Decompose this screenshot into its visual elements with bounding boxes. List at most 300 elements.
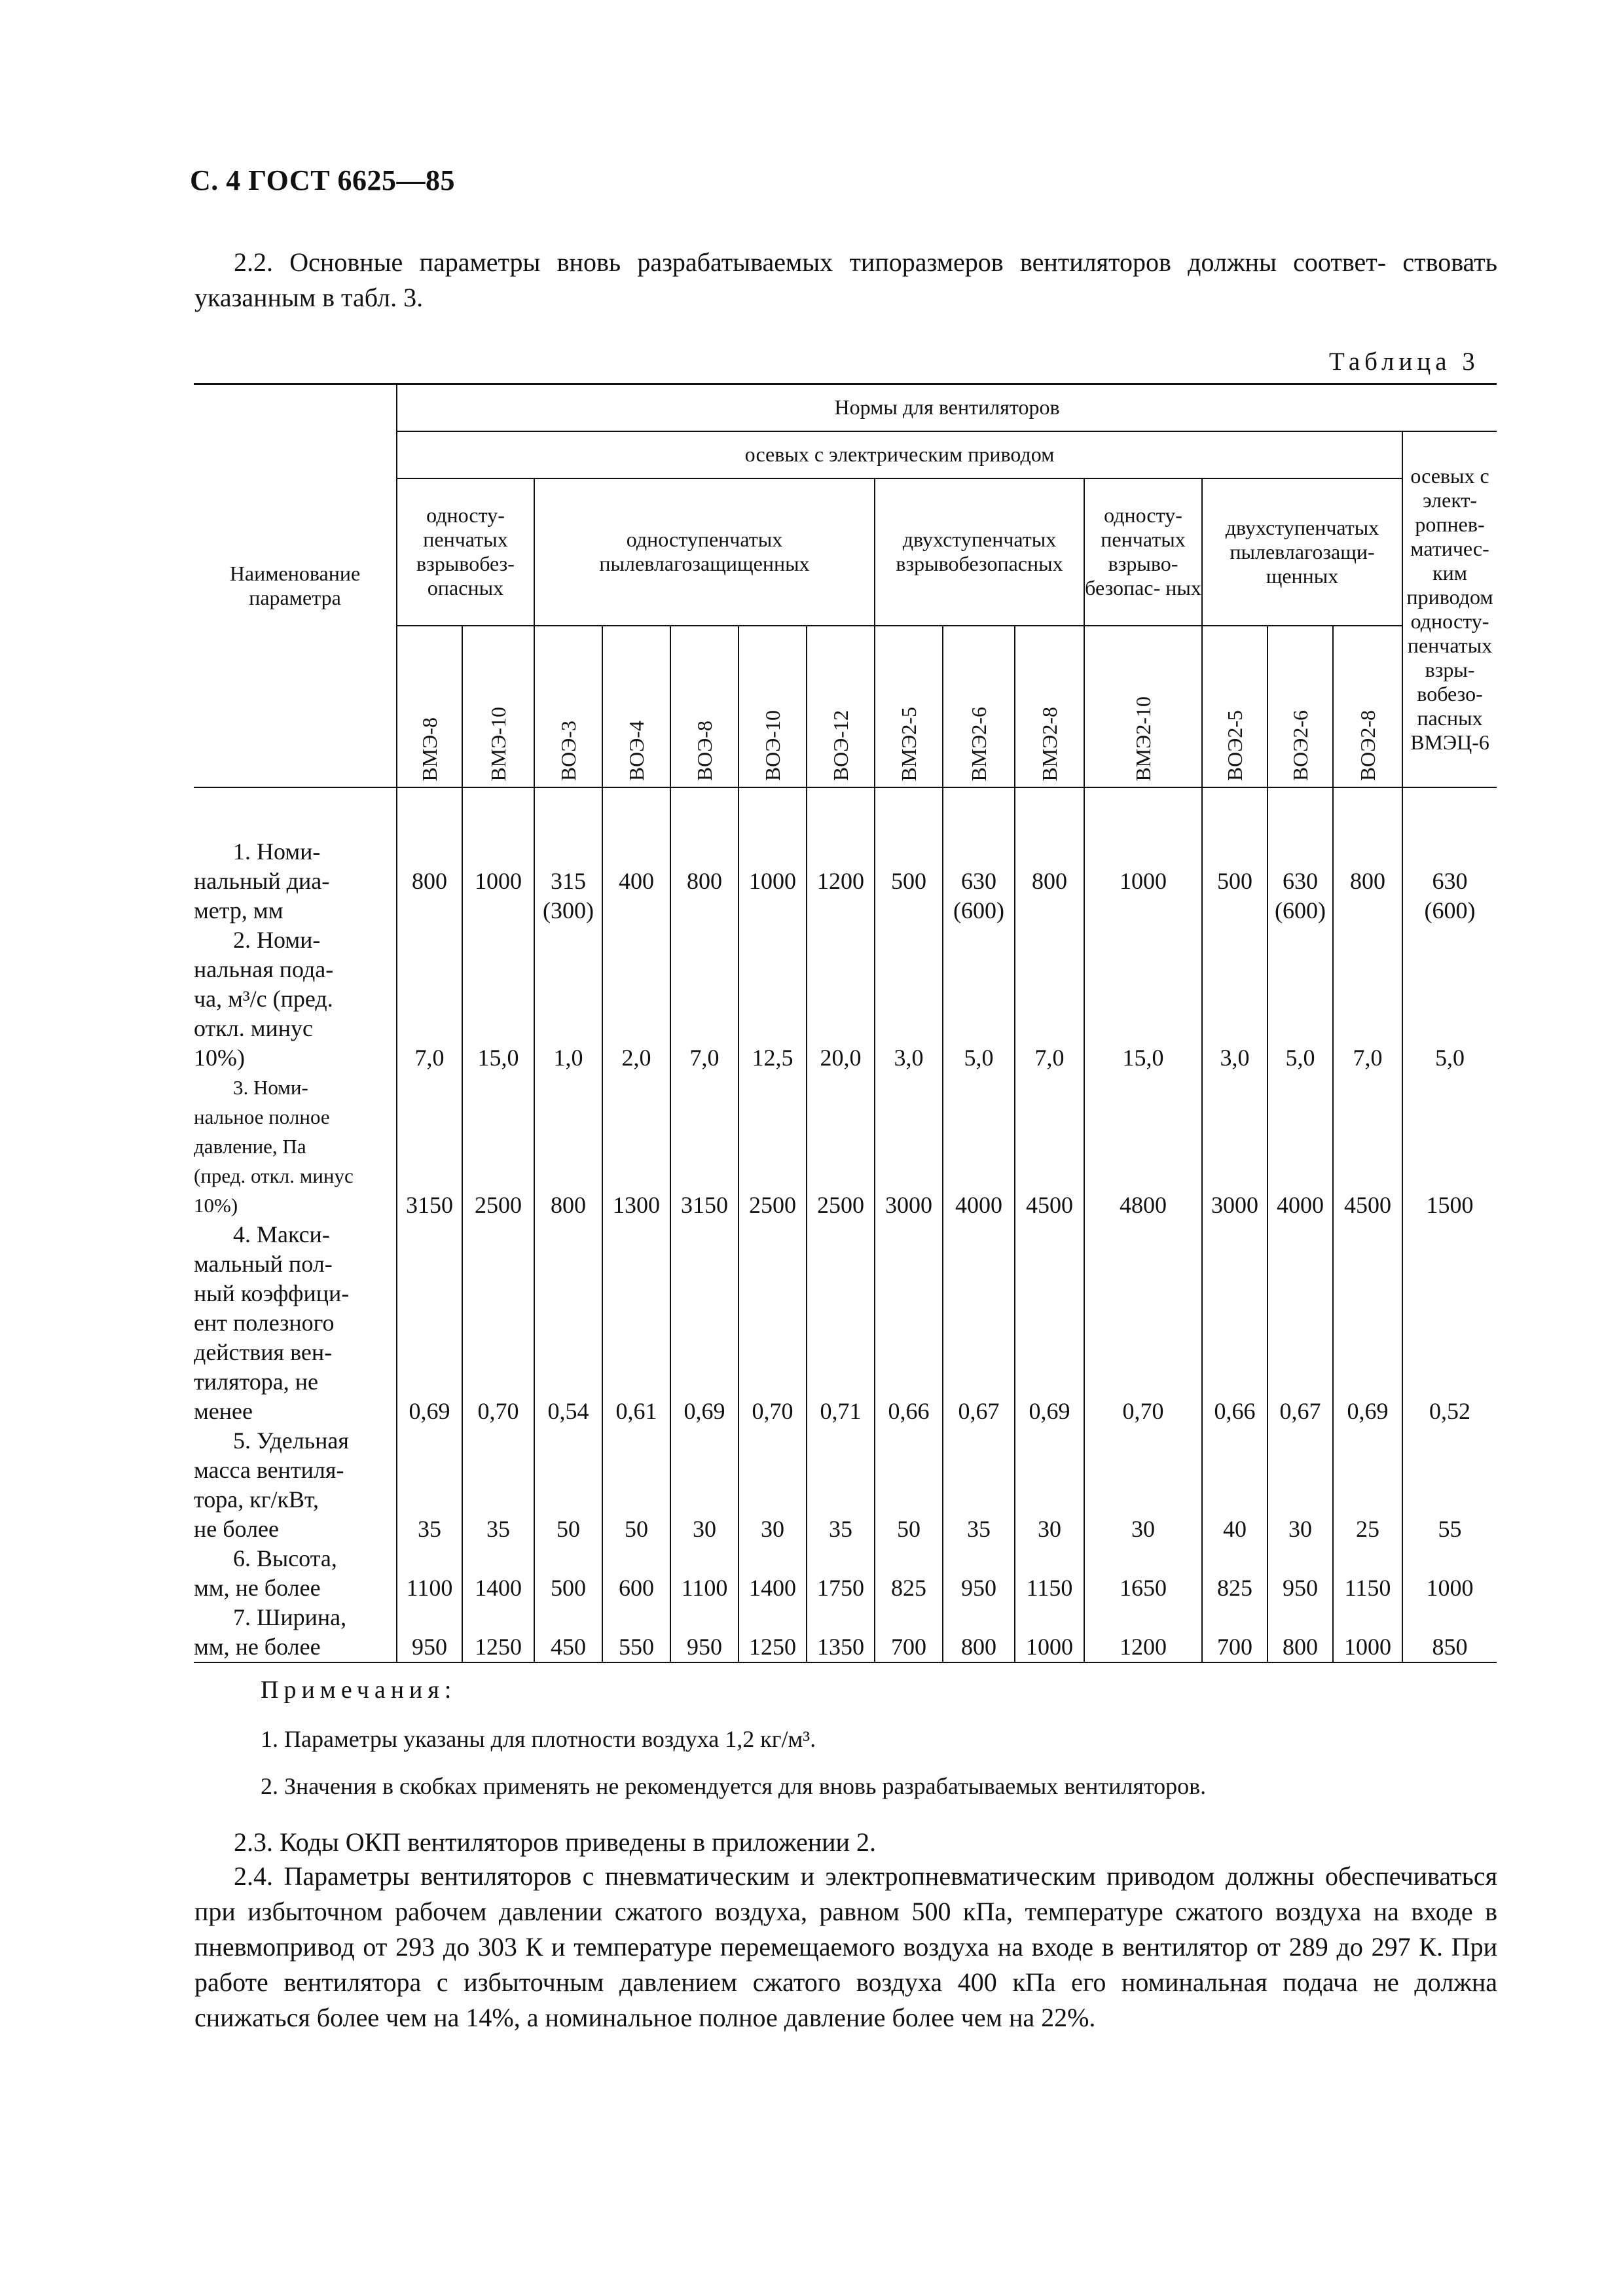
group-header: двухступенчатых взрывобезопасных <box>875 478 1084 626</box>
value-cell <box>943 1220 1015 1426</box>
value: 30 <box>693 1515 716 1542</box>
value-cell <box>739 1603 807 1662</box>
model-header <box>1267 626 1333 787</box>
value: 500 <box>891 867 926 894</box>
value-cell <box>1333 925 1402 1073</box>
value-cell <box>1267 1544 1333 1603</box>
value-cell <box>602 925 670 1073</box>
value: 800 <box>1283 1633 1318 1660</box>
value: 5,0 <box>1285 1044 1315 1071</box>
value: 1400 <box>749 1574 796 1601</box>
value-cell <box>1202 925 1267 1073</box>
value: 0,52 <box>1429 1397 1471 1424</box>
model-header <box>739 626 807 787</box>
value: 1000 <box>1426 1574 1474 1601</box>
value: 0,67 <box>958 1397 1000 1424</box>
model-label: ВОЭ-12 <box>828 710 852 781</box>
value-cell <box>807 925 875 1073</box>
value-cell <box>670 1603 739 1662</box>
value-alt <box>1015 896 1084 925</box>
value-cell <box>602 1220 670 1426</box>
param-name-line: 4. Макси- <box>233 1221 330 1247</box>
value: 20,0 <box>820 1044 862 1071</box>
value: 12,5 <box>752 1044 793 1071</box>
value: 50 <box>625 1515 648 1542</box>
value: 0,69 <box>684 1397 725 1424</box>
model-label: ВМЭ2-6 <box>966 706 991 781</box>
table-row <box>194 1603 1497 1662</box>
param-name-line: 6. Высота, <box>233 1545 337 1571</box>
param-name-line: нальное полное <box>194 1105 330 1128</box>
value-cell <box>1402 925 1497 1073</box>
value-cell <box>1333 1544 1402 1603</box>
param-name-line: 5. Удельная <box>233 1427 349 1454</box>
value-alt <box>875 896 942 925</box>
value: 30 <box>761 1515 784 1542</box>
model-header <box>807 626 875 787</box>
value: 1750 <box>817 1574 864 1601</box>
value: 0,66 <box>888 1397 930 1424</box>
value: 1000 <box>1344 1633 1391 1660</box>
value-cell <box>875 1603 943 1662</box>
value: 2500 <box>475 1191 522 1218</box>
value-cell <box>462 1426 534 1544</box>
notes-title: Примечания: <box>261 1676 457 1704</box>
value: 1000 <box>1026 1633 1073 1660</box>
model-header <box>397 626 462 787</box>
value-cell <box>670 925 739 1073</box>
model-header <box>534 626 602 787</box>
value-cell <box>1333 1426 1402 1544</box>
value: 0,61 <box>615 1397 657 1424</box>
value-cell <box>1202 787 1267 925</box>
value-alt: (300) <box>543 897 594 924</box>
value-cell <box>875 1426 943 1544</box>
note-1: 1. Параметры указаны для плотности воздуха 1,2 кг/м³. <box>261 1726 816 1752</box>
model-label: ВМЭ2-10 <box>1131 696 1155 781</box>
param-name <box>194 1073 397 1220</box>
paragraph-2-3: 2.3. Коды ОКП вентиляторов приведены в приложении 2. <box>234 1827 876 1857</box>
model-header <box>943 626 1015 787</box>
group-header: односту- пенчатых взрывобез- опасных <box>397 478 534 626</box>
model-label: ВОЭ2-8 <box>1355 710 1379 781</box>
value: 1200 <box>817 867 864 894</box>
param-name-line: мм, не более <box>194 1633 321 1660</box>
value-cell <box>1202 1426 1267 1544</box>
value: 0,69 <box>1029 1397 1070 1424</box>
model-label: ВМЭ-8 <box>417 717 441 781</box>
value: 3,0 <box>1220 1044 1250 1071</box>
param-name-line: тилятора, не <box>194 1368 319 1395</box>
value-cell <box>462 925 534 1073</box>
value: 50 <box>556 1515 580 1542</box>
table-row <box>194 1426 1497 1544</box>
table-row <box>194 1220 1497 1426</box>
value: 0,69 <box>409 1397 450 1424</box>
value-cell <box>875 1544 943 1603</box>
model-header <box>670 626 739 787</box>
value-cell <box>875 1073 943 1220</box>
value: 450 <box>551 1633 586 1660</box>
value: 825 <box>1217 1574 1252 1601</box>
value: 25 <box>1356 1515 1379 1542</box>
param-name-line: мальный пол- <box>194 1250 333 1277</box>
paragraph-2-4: 2.4. Параметры вентиляторов с пневматическим и электропневматическим приводом должны обеспечиваться при избыточном рабочем давлении сжатого воздуха, равном 500 кПа, температуре сжатого воздуха на входе в пневмопривод от 293 до 303 К и температуре перемещаемого воздуха на входе в вентилятор от 289 до 297 К. При работе вентилятора с избыточным давлением сжатого воздуха 400 кПа его номинальная подача не должна снижаться более чем на 14%, а номинальное полное давление более чем на 22%. <box>194 1861 1497 2032</box>
value-alt <box>1334 896 1402 925</box>
value: 35 <box>829 1515 852 1542</box>
value-cell <box>739 1544 807 1603</box>
value-cell <box>1015 1544 1084 1603</box>
value-cell <box>602 1603 670 1662</box>
value-cell <box>807 1220 875 1426</box>
value: 7,0 <box>1034 1044 1065 1071</box>
model-header <box>1333 626 1402 787</box>
value: 950 <box>961 1574 996 1601</box>
value-cell <box>534 1426 602 1544</box>
param-name <box>194 1220 397 1426</box>
value-cell <box>1202 1603 1267 1662</box>
value-cell <box>397 925 462 1073</box>
value: 950 <box>1283 1574 1318 1601</box>
value-cell <box>943 1426 1015 1544</box>
value: 3150 <box>681 1191 728 1218</box>
value-cell <box>1267 1073 1333 1220</box>
value-alt: (600) <box>953 897 1004 924</box>
value: 55 <box>1438 1515 1462 1542</box>
value: 1300 <box>613 1191 660 1218</box>
group-header: одноступенчатых пылевлагозащищенных <box>534 478 875 626</box>
param-name <box>194 1544 397 1603</box>
value-cell <box>1333 1220 1402 1426</box>
value-cell <box>670 1426 739 1544</box>
value-cell <box>602 1073 670 1220</box>
table-row <box>194 1073 1497 1220</box>
value: 0,70 <box>1122 1397 1164 1424</box>
value-cell <box>670 1073 739 1220</box>
value-cell <box>739 925 807 1073</box>
value: 1000 <box>749 867 796 894</box>
value-cell <box>943 787 1015 925</box>
value: 1100 <box>681 1574 728 1601</box>
value-cell <box>1402 787 1497 925</box>
value: 0,70 <box>752 1397 793 1424</box>
value: 2500 <box>817 1191 864 1218</box>
value: 50 <box>897 1515 921 1542</box>
value: 1350 <box>817 1633 864 1660</box>
model-label: ВОЭ-8 <box>692 721 716 781</box>
value-cell <box>875 925 943 1073</box>
value: 15,0 <box>477 1044 519 1071</box>
value-alt: (600) <box>1275 897 1326 924</box>
param-name-line: ча, м³/с (пред. <box>194 985 333 1012</box>
value: 30 <box>1288 1515 1312 1542</box>
param-name-line: нальный диа- <box>194 867 330 894</box>
model-label: ВМЭ2-8 <box>1037 706 1061 781</box>
value: 800 <box>1032 867 1067 894</box>
model-label: ВМЭ-10 <box>486 706 510 781</box>
value: 1650 <box>1120 1574 1167 1601</box>
value: 1250 <box>475 1633 522 1660</box>
value: 950 <box>687 1633 722 1660</box>
value: 600 <box>619 1574 654 1601</box>
value: 1200 <box>1120 1633 1167 1660</box>
value-cell <box>1015 925 1084 1073</box>
model-header <box>875 626 943 787</box>
value-cell <box>1202 1220 1267 1426</box>
value: 0,71 <box>820 1397 862 1424</box>
value-cell <box>397 1220 462 1426</box>
value: 0,54 <box>547 1397 589 1424</box>
model-label: ВОЭ-10 <box>760 710 784 781</box>
value: 4500 <box>1344 1191 1391 1218</box>
param-name-line: 7. Ширина, <box>233 1604 347 1630</box>
value-cell <box>462 1220 534 1426</box>
value: 500 <box>551 1574 586 1601</box>
value: 15,0 <box>1122 1044 1164 1071</box>
value: 4000 <box>955 1191 1002 1218</box>
value: 1150 <box>1344 1574 1391 1601</box>
value-cell <box>739 1426 807 1544</box>
value-cell <box>397 1603 462 1662</box>
value-cell <box>602 787 670 925</box>
value: 2,0 <box>621 1044 651 1071</box>
value: 1400 <box>475 1574 522 1601</box>
param-name <box>194 1603 397 1662</box>
value-cell <box>1333 787 1402 925</box>
value: 30 <box>1131 1515 1155 1542</box>
value-cell <box>1333 1073 1402 1220</box>
value-cell <box>1267 1220 1333 1426</box>
axial-electric-header: осевых с электрическим приводом <box>397 431 1402 478</box>
table-row <box>194 1544 1497 1603</box>
value-cell <box>397 787 462 925</box>
param-name-line: действия вен- <box>194 1338 333 1365</box>
value-cell <box>397 1426 462 1544</box>
value-alt: (600) <box>1424 897 1476 924</box>
param-name-line: 1. Номи- <box>233 838 321 865</box>
value-alt <box>1085 896 1201 925</box>
value: 3000 <box>1211 1191 1258 1218</box>
value: 850 <box>1432 1633 1468 1660</box>
value-cell <box>1084 925 1202 1073</box>
model-label: ВОЭ-4 <box>624 721 648 781</box>
value-cell <box>602 1426 670 1544</box>
param-name-line: 2. Номи- <box>233 926 321 953</box>
value: 0,70 <box>477 1397 519 1424</box>
value-cell <box>534 1603 602 1662</box>
value-cell <box>943 1603 1015 1662</box>
value-cell <box>807 1603 875 1662</box>
value-cell <box>739 1220 807 1426</box>
value-cell <box>1267 1426 1333 1544</box>
value-cell <box>1402 1426 1497 1544</box>
value-cell <box>670 1220 739 1426</box>
value: 1150 <box>1026 1574 1073 1601</box>
note-2: 2. Значения в скобках применять не рекомендуется для вновь разрабатываемых вентиляторов. <box>261 1773 1207 1799</box>
value-cell <box>1084 787 1202 925</box>
value: 825 <box>891 1574 926 1601</box>
value-cell <box>739 787 807 925</box>
model-header <box>1084 626 1202 787</box>
value-cell <box>807 1426 875 1544</box>
model-header <box>602 626 670 787</box>
value: 700 <box>1217 1633 1252 1660</box>
value-cell <box>670 787 739 925</box>
value-cell <box>1333 1603 1402 1662</box>
value-alt <box>397 896 462 925</box>
value-cell <box>807 787 875 925</box>
param-name-line: ент полезного <box>194 1309 335 1336</box>
value-cell <box>462 1544 534 1603</box>
value: 800 <box>412 867 447 894</box>
value: 3150 <box>406 1191 453 1218</box>
model-header <box>1015 626 1084 787</box>
table-row <box>194 787 1497 925</box>
value-cell <box>534 1220 602 1426</box>
value-cell <box>1202 1073 1267 1220</box>
table-title: Таблица 3 <box>1329 348 1480 376</box>
value: 0,69 <box>1347 1397 1389 1424</box>
norms-header: Нормы для вентиляторов <box>397 384 1497 431</box>
value-alt <box>463 896 534 925</box>
value-cell <box>1015 1603 1084 1662</box>
param-name-line: 3. Номи- <box>233 1075 308 1099</box>
param-name-line: ный коэффици- <box>194 1280 350 1306</box>
value-cell <box>1084 1603 1202 1662</box>
value: 35 <box>418 1515 441 1542</box>
value: 500 <box>1217 867 1252 894</box>
model-header <box>462 626 534 787</box>
value: 4800 <box>1120 1191 1167 1218</box>
value: 35 <box>967 1515 991 1542</box>
group-header: односту- пенчатых взрыво- безопас- ных <box>1084 478 1202 626</box>
value-cell <box>534 787 602 925</box>
param-name-line: менее <box>194 1397 253 1424</box>
param-name-line: масса вентиля- <box>194 1456 344 1483</box>
value-cell <box>670 1544 739 1603</box>
model-label: ВОЭ-3 <box>556 721 580 781</box>
value-cell <box>1402 1073 1497 1220</box>
value-cell <box>397 1544 462 1603</box>
value: 800 <box>551 1191 586 1218</box>
param-name-line: 10%) <box>194 1044 245 1071</box>
value-cell <box>1015 1220 1084 1426</box>
value: 800 <box>1350 867 1385 894</box>
value: 7,0 <box>414 1044 445 1071</box>
value: 0,67 <box>1279 1397 1321 1424</box>
paragraph-2-2: 2.2. Основные параметры вновь разрабатываемых типоразмеров вентиляторов должны соответ- ствовать указанным в табл. 3. <box>194 247 1497 312</box>
value-cell <box>1402 1220 1497 1426</box>
value-cell <box>1267 787 1333 925</box>
value-alt <box>671 896 738 925</box>
value: 1,0 <box>553 1044 583 1071</box>
value: 40 <box>1223 1515 1247 1542</box>
value-cell <box>875 787 943 925</box>
value: 4500 <box>1026 1191 1073 1218</box>
value-cell <box>875 1220 943 1426</box>
value-alt <box>807 896 874 925</box>
value-cell <box>943 925 1015 1073</box>
param-name-line: (пред. откл. минус <box>194 1164 354 1187</box>
value-cell <box>739 1073 807 1220</box>
value-alt <box>603 896 670 925</box>
value-cell <box>1402 1603 1497 1662</box>
model-label: ВОЭ2-5 <box>1222 710 1247 781</box>
value: 800 <box>687 867 722 894</box>
value-cell <box>943 1073 1015 1220</box>
value-alt <box>1203 896 1267 925</box>
value: 1500 <box>1426 1191 1474 1218</box>
value: 7,0 <box>689 1044 720 1071</box>
value: 4000 <box>1277 1191 1324 1218</box>
value-cell <box>807 1073 875 1220</box>
value: 550 <box>619 1633 654 1660</box>
value-cell <box>1084 1544 1202 1603</box>
value-cell <box>943 1544 1015 1603</box>
value: 30 <box>1038 1515 1061 1542</box>
value-cell <box>1202 1544 1267 1603</box>
value-alt <box>739 896 806 925</box>
value-cell <box>1267 925 1333 1073</box>
param-name-line: тора, кг/кВт, <box>194 1486 319 1513</box>
value: 400 <box>619 867 654 894</box>
value-cell <box>1015 1426 1084 1544</box>
value-cell <box>534 925 602 1073</box>
value-cell <box>807 1544 875 1603</box>
param-name-line: метр, мм <box>194 897 283 924</box>
value: 630 <box>1432 867 1468 894</box>
value-cell <box>1402 1544 1497 1603</box>
param-name-line: давление, Па <box>194 1134 306 1158</box>
value: 1250 <box>749 1633 796 1660</box>
param-name-line: не более <box>194 1515 280 1542</box>
model-header <box>1202 626 1267 787</box>
value: 630 <box>961 867 996 894</box>
value: 1000 <box>475 867 522 894</box>
param-name-line: 10%) <box>194 1193 238 1217</box>
value-cell <box>534 1544 602 1603</box>
value-cell <box>462 787 534 925</box>
value-cell <box>1015 1073 1084 1220</box>
param-name-line: нальная пода- <box>194 956 334 982</box>
parameters-table <box>194 383 1497 1663</box>
value-cell <box>1015 787 1084 925</box>
model-label: ВМЭ2-5 <box>896 706 921 781</box>
value-cell <box>1084 1220 1202 1426</box>
value-cell <box>1267 1603 1333 1662</box>
param-name <box>194 925 397 1073</box>
value-cell <box>462 1073 534 1220</box>
value: 2500 <box>749 1191 796 1218</box>
value: 950 <box>412 1633 447 1660</box>
page-header: С. 4 ГОСТ 6625—85 <box>190 164 456 196</box>
value: 1000 <box>1120 867 1167 894</box>
value: 630 <box>1283 867 1318 894</box>
value: 3000 <box>885 1191 932 1218</box>
param-name-header: Наименование параметра <box>194 384 397 787</box>
param-name-line: мм, не более <box>194 1574 321 1601</box>
param-name <box>194 787 397 925</box>
value-cell <box>1084 1073 1202 1220</box>
value-cell <box>397 1073 462 1220</box>
value: 1100 <box>406 1574 453 1601</box>
value: 7,0 <box>1353 1044 1383 1071</box>
value-cell <box>462 1603 534 1662</box>
value-cell <box>534 1073 602 1220</box>
pneumo-header: осевых с элект- ропнев- матичес- ким приводом односту- пенчатых взры- вобезо- пасных ВМЭЦ-6 <box>1402 431 1497 787</box>
value: 800 <box>961 1633 996 1660</box>
value: 5,0 <box>964 1044 994 1071</box>
